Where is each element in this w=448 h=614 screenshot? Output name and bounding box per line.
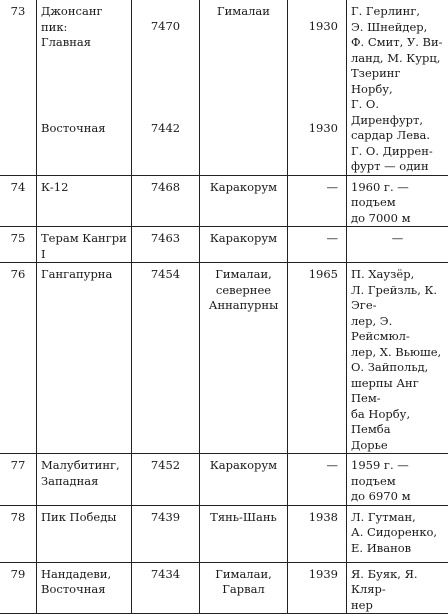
climbers: П. Хаузёр, Л. Грейзль, К. Эге- лер, Э. Рейсмюл- лер, Х. Вьюше, О. Зайпольд, шерпы Анг Пем- ба Норбу, Пемба Дорье — [347, 263, 448, 454]
year: — — [288, 175, 347, 227]
altitude-cell — [132, 0, 200, 175]
climbers: Л. Гутман, А. Сидоренко, Е. Иванов — [347, 505, 448, 562]
peak-name: Малубитинг, Западная — [37, 454, 132, 506]
year-cell — [288, 0, 347, 175]
climbers: 1959 г. — подъем до 6970 м — [347, 454, 448, 506]
peak-name: Нандадеви, Восточная — [37, 562, 132, 614]
table-row — [0, 505, 448, 562]
altitude: 7442 — [151, 121, 180, 135]
altitude: 7434 — [132, 562, 200, 614]
region: Тянь-Шань — [200, 505, 288, 562]
altitude: 7470 — [151, 19, 180, 33]
table-row — [0, 263, 448, 454]
year: 1939 — [288, 562, 347, 614]
year: — — [288, 227, 347, 263]
table-row — [0, 175, 448, 227]
year: 1930 — [309, 19, 338, 33]
table-row — [0, 0, 448, 175]
row-number: 73 — [0, 0, 37, 175]
peak-name: Джонсанг пик: Главная — [41, 4, 103, 49]
row-number: 75 — [0, 227, 37, 263]
table-row — [0, 227, 448, 263]
year: — — [288, 454, 347, 506]
row-number: 77 — [0, 454, 37, 506]
altitude: 7454 — [132, 263, 200, 454]
row-number: 76 — [0, 263, 37, 454]
region: Каракорум — [200, 454, 288, 506]
climbers: Я. Буяк, Я. Кляр- нер — [347, 562, 448, 614]
peak-name-cell — [37, 0, 132, 175]
region: Каракорум — [200, 227, 288, 263]
region: Гималаи, Гарвал — [200, 562, 288, 614]
peak-name: К-12 — [37, 175, 132, 227]
altitude: 7439 — [132, 505, 200, 562]
altitude: 7452 — [132, 454, 200, 506]
region: Каракорум — [200, 175, 288, 227]
year: 1965 — [288, 263, 347, 454]
row-number: 74 — [0, 175, 37, 227]
peak-name: Терам Кангри I — [37, 227, 132, 263]
peak-name: Гангапурна — [37, 263, 132, 454]
climbers: Г. Герлинг, Э. Шнейдер, Ф. Смит, У. Ви- ланд, М. Курц, Тзеринг Норбу, Г. О. Диренфурт, сардар Лева. — [351, 4, 443, 142]
region: Гималаи, севернее Аннапурны — [200, 263, 288, 454]
peak-name: Восточная — [41, 121, 105, 135]
table-row — [0, 454, 448, 506]
climbers-cell — [347, 0, 448, 175]
year: 1930 — [309, 121, 338, 135]
row-number: 79 — [0, 562, 37, 614]
altitude: 7468 — [132, 175, 200, 227]
region: Гималаи — [200, 0, 288, 175]
table-row — [0, 562, 448, 614]
year: 1938 — [288, 505, 347, 562]
climbers: 1960 г. — подъем до 7000 м — [347, 175, 448, 227]
altitude: 7463 — [132, 227, 200, 263]
climbers: Г. О. Диррен- фурт — один — [351, 144, 444, 175]
peak-name: Пик Победы — [37, 505, 132, 562]
row-number: 78 — [0, 505, 37, 562]
climbers: — — [347, 227, 448, 263]
